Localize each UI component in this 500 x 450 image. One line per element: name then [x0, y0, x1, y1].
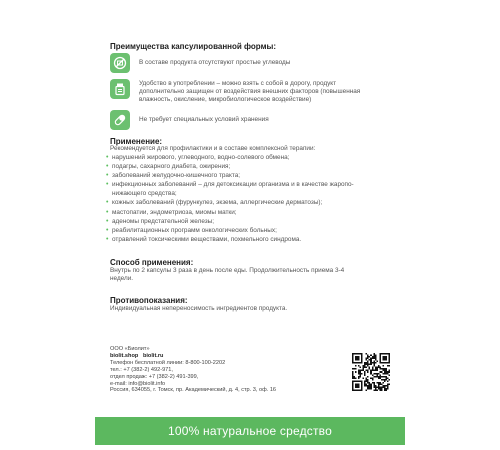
usage-list-item: • нарушений жирового, углеводного, водно-солевого обмена;: [106, 154, 290, 161]
bullet-icon: •: [106, 172, 109, 180]
pill-box-icon: [110, 79, 130, 99]
bullet-icon: •: [106, 226, 109, 234]
bullet-icon: •: [106, 163, 109, 171]
usage-title: Применение:: [110, 137, 163, 146]
qr-code-icon: [352, 353, 390, 391]
footer-text: 100% натуральное средство: [168, 424, 332, 438]
capsule-icon: [110, 110, 130, 130]
advantage-text: В составе продукта отсутствуют простые углеводы: [139, 59, 291, 66]
advantage-item: [110, 110, 410, 130]
usage-intro: Рекомендуется для профилактики и в составе комплексной терапии:: [110, 145, 316, 152]
website-link[interactable]: biolit.shop: [110, 352, 139, 359]
advantages-title: Преимущества капсулированной формы:: [110, 42, 276, 51]
contacts-block: [110, 346, 276, 394]
phone: тел.: +7 (382-2) 492-971,: [110, 366, 173, 373]
email: e-mail: info@biolit.info: [110, 380, 166, 387]
usage-list-item: • аденомы предстательной железы;: [106, 217, 215, 225]
sales-phone: отдел продаж: +7 (382-2) 491-399,: [110, 373, 199, 380]
company-name: ООО «Биолит»: [110, 346, 150, 352]
footer-banner: [95, 417, 405, 445]
advantage-item: [110, 79, 410, 104]
dosage-title: Способ применения:: [110, 258, 194, 267]
hotline: Телефон бесплатной линии: 8-800-100-2202: [110, 359, 226, 366]
websites: [110, 353, 276, 360]
bullet-icon: •: [106, 154, 109, 161]
bullet-icon: •: [106, 235, 109, 243]
address: Россия, 634055, г. Томск, пр. Академический, д. 4, стр. 3, оф. 16: [110, 387, 277, 394]
usage-list-item: • отравлений токсическими веществами, похмельного синдрома.: [106, 235, 302, 243]
usage-list-item: • кожных заболеваний (фурункулез, экзема, аллергические дерматозы);: [106, 199, 323, 207]
usage-list-item: • мастопатии, эндометриоза, миомы матки;: [106, 208, 237, 216]
usage-list-item: • инфекционных заболеваний – для детоксикации организма и в качестве жаропо- нижающего средства;: [106, 181, 354, 198]
no-sugar-icon: [110, 53, 130, 73]
advantage-item: [110, 53, 410, 73]
contraindications-title: Противопоказания:: [110, 296, 188, 305]
bullet-icon: •: [106, 181, 109, 189]
bullet-icon: •: [106, 199, 109, 207]
usage-list-item: • реабилитационных программ онкологических больных;: [106, 226, 277, 234]
usage-list-item: • подагры, сахарного диабета, ожирения;: [106, 163, 231, 171]
bullet-icon: •: [106, 217, 109, 225]
advantage-text: Не требует специальных условий хранения: [139, 116, 269, 123]
usage-list: [106, 153, 406, 244]
bullet-icon: •: [106, 208, 109, 216]
contraindications-text: Индивидуальная непереносимость ингредиентов продукта.: [110, 305, 288, 312]
website-link[interactable]: biolit.ru: [142, 352, 164, 359]
advantage-text: Удобство в употреблении – можно взять с собой в дорогу, продукт дополнительно защищен от воздействия внешних факторов (повышенная влажность, окисление, микробиологическое воздействие): [139, 80, 361, 103]
dosage-text: Внутрь по 2 капсулы 3 раза в день после еды. Продолжительность приема 3-4 недели.: [110, 267, 345, 283]
usage-list-item: • заболеваний желудочно-кишечного тракта;: [106, 172, 241, 180]
